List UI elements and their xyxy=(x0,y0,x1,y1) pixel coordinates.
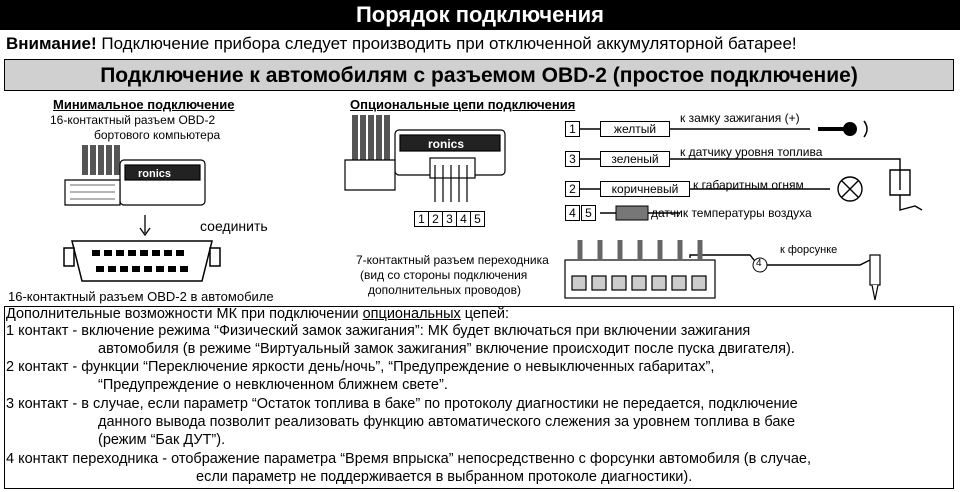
info-line: 3 контакт - в случае, если параметр “Остаток топлива в баке” по протоколу диагностики не передается, подключение xyxy=(6,396,798,412)
info-line: 1 контакт - включение режима “Физический замок зажигания”: МК будет включаться при включении зажигания xyxy=(6,323,751,339)
info-heading-pre: Дополнительные возможности МК при подключении xyxy=(6,306,363,322)
wire-number: 2 xyxy=(565,181,580,197)
adapter-label-2: (вид со стороны подключения xyxy=(360,268,528,282)
info-line: данного вывода позволит реализовать функцию автоматического слежения за уровнем топлива в баке xyxy=(98,414,796,430)
pin-number: 4 xyxy=(457,211,471,227)
brand-minimal: ronics xyxy=(138,168,172,180)
info-line: “Предупреждение о невключенном ближнем свете”. xyxy=(98,377,448,393)
sensor-label: датчик температуры воздуха xyxy=(651,206,812,220)
injector-label: к форсунке xyxy=(780,244,838,256)
sensor-num-a: 4 xyxy=(565,205,580,221)
warning-text: Подключение прибора следует производить при отключенной аккумуляторной батарее! xyxy=(96,34,797,53)
pin-number: 3 xyxy=(443,211,457,227)
obd-connector-label-1: 16-контактный разъем OBD-2 xyxy=(50,113,216,127)
temp-sensor-icon xyxy=(616,206,648,220)
wire-target: к габаритным огням xyxy=(693,178,804,192)
obd-device-optional xyxy=(340,110,515,210)
info-line: если параметр не поддерживается в выбранном протоколе диагностики). xyxy=(196,469,693,485)
fuel-sensor-icon xyxy=(890,170,922,210)
brand-optional: ronics xyxy=(428,137,465,151)
pin-number: 1 xyxy=(414,211,429,227)
obd-connector-label-2: бортового компьютера xyxy=(94,128,221,142)
wire-target: к датчику уровня топлива xyxy=(680,145,823,159)
info-line: (режим “Бак ДУТ”). xyxy=(98,432,226,448)
wire-number: 1 xyxy=(565,121,580,137)
info-line: 4 контакт переходника - отображение параметра “Время впрыска” непосредственно с форсунки автомобиля (в случае, xyxy=(6,451,811,467)
wire-target: к замку зажигания (+) xyxy=(680,111,800,125)
key-icon xyxy=(818,121,867,137)
connect-label: соединить xyxy=(200,218,268,234)
info-heading xyxy=(6,306,509,322)
section-title: Подключение к автомобилям с разъемом OBD-2 (простое подключение) xyxy=(4,59,954,91)
injector-icon xyxy=(870,255,880,300)
car-obd-socket xyxy=(62,236,222,290)
wire-color: зеленый xyxy=(600,151,670,167)
obd-device-minimal xyxy=(60,140,210,215)
info-heading-post: цепей: xyxy=(460,306,510,322)
adapter-block xyxy=(565,240,715,298)
adapter-label-1: 7-контактный разъем переходника xyxy=(356,253,549,267)
sensor-num-b: 5 xyxy=(581,205,596,221)
lamp-icon xyxy=(838,177,862,201)
info-heading-ul: опциональных xyxy=(362,306,461,322)
warning-label: Внимание! xyxy=(6,34,97,53)
page-title: Порядок подключения xyxy=(0,0,960,30)
wire-color: коричневый xyxy=(600,181,690,197)
adapter-label-3: дополнительных проводов) xyxy=(368,283,521,297)
info-line: автомобиля (в режиме “Виртуальный замок зажигания” включение происходит после пуска двигателя). xyxy=(98,341,795,357)
wire-number: 3 xyxy=(565,151,580,167)
pin-number: 5 xyxy=(471,211,485,227)
pin-row xyxy=(414,211,485,227)
wire-color: желтый xyxy=(600,121,670,137)
pin-number: 2 xyxy=(429,211,443,227)
optional-heading: Опциональные цепи подключения xyxy=(350,97,576,112)
injector-num: 4 xyxy=(756,258,762,269)
minimal-heading: Минимальное подключение xyxy=(53,97,235,112)
info-line: 2 контакт - функции “Переключение яркости день/ночь”, “Предупреждение о невыключенных габаритах”, xyxy=(6,359,715,375)
car-connector-label: 16-контактный разъем OBD-2 в автомобиле xyxy=(8,289,274,304)
warning-line xyxy=(6,34,797,54)
